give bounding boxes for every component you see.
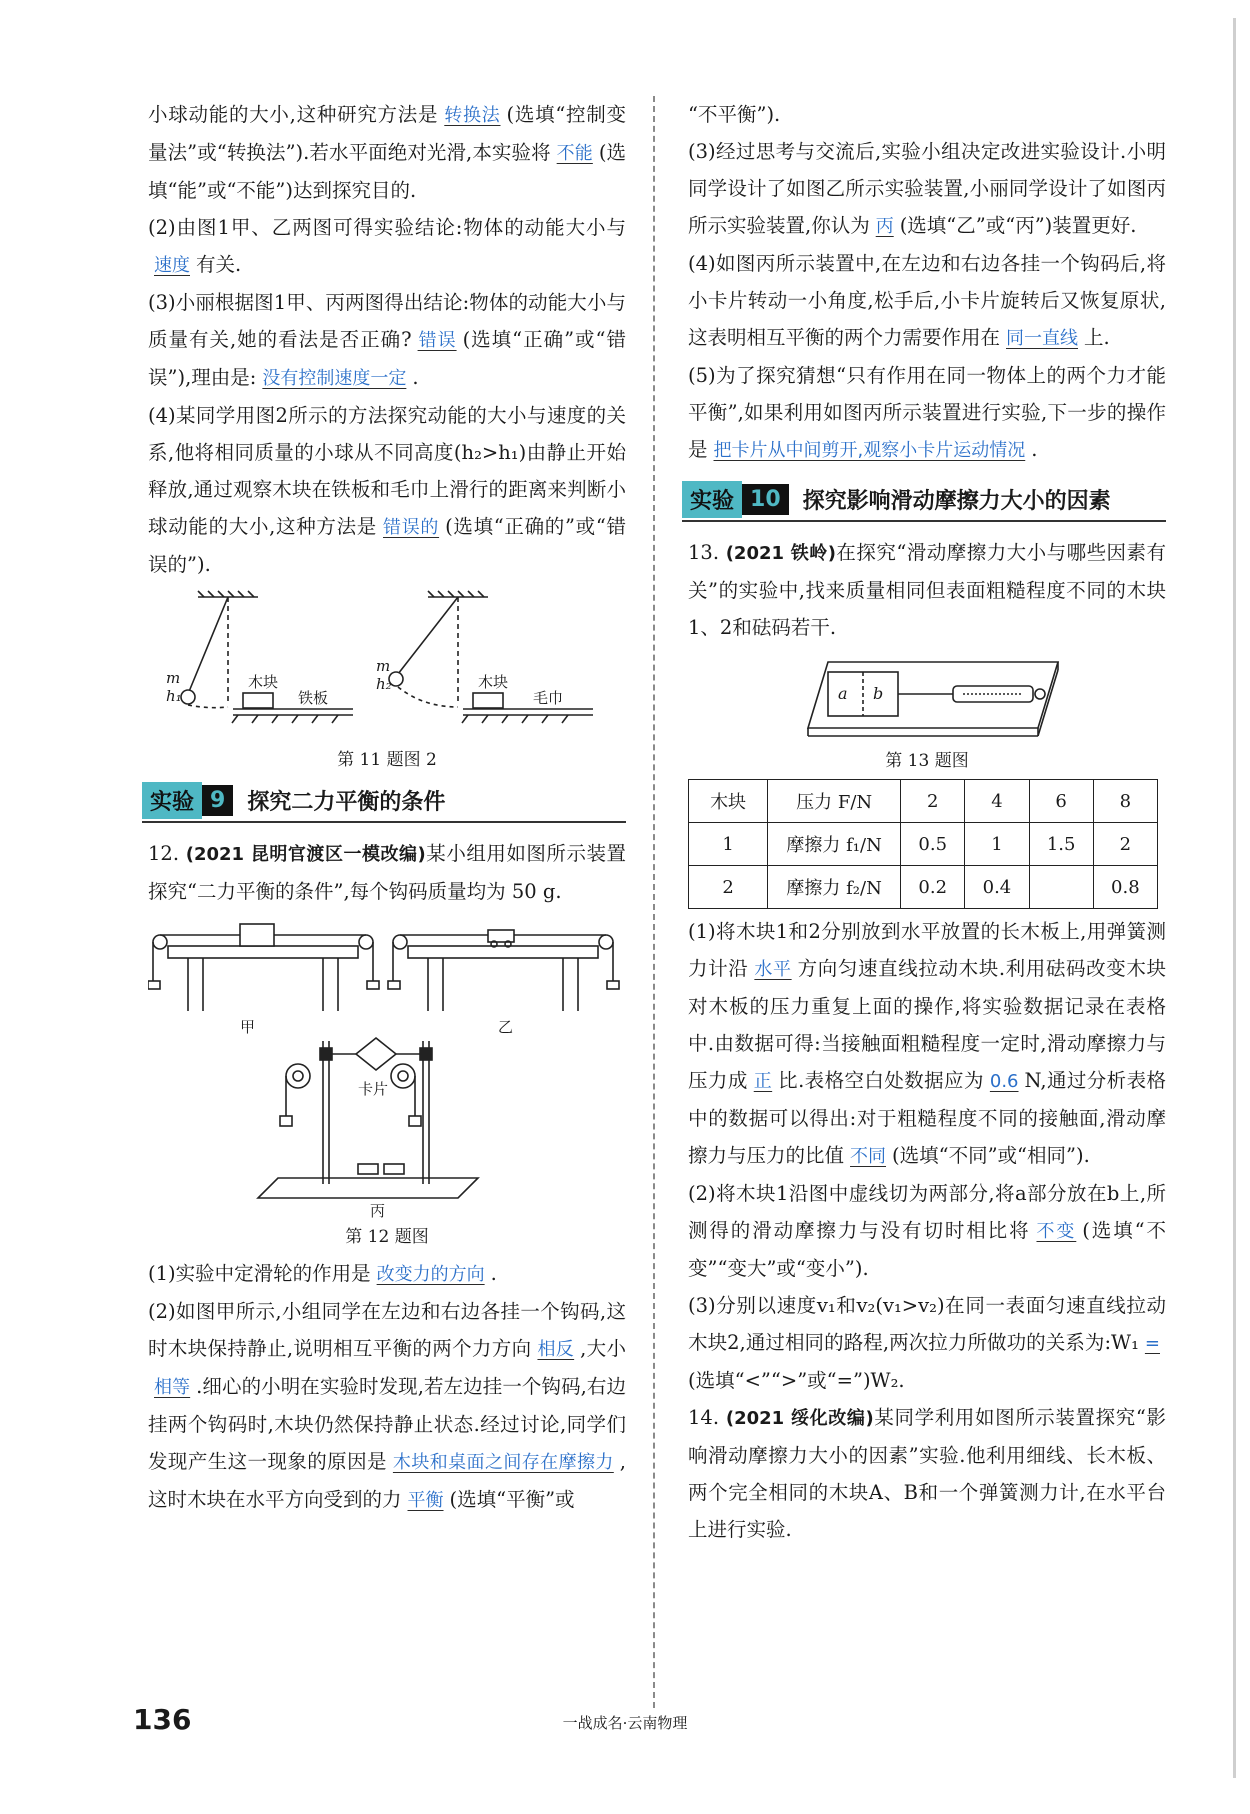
figure-11 — [148, 589, 626, 739]
q12-part2: (2)如图甲所示,小组同学在左边和右边各挂一个钩码,这时木块保持静止,说明相互平衡的两个力方向 相反 ,大小相等 .细心的小明在实验时发现,若左边挂一个钩码,右边挂两个钩码时,木块仍然保持静止状态.经过讨论,同学们发现产生这一现象的原因是 木块和桌面之间存在摩擦力 ,这时木块在水平方向受到的力 平衡 (选填“平衡”或 — [148, 1300, 627, 1511]
answer-blank: 转换法 — [444, 105, 501, 126]
table-row — [689, 823, 1158, 866]
table-cell: 6 — [1029, 780, 1093, 823]
label-m: m — [376, 657, 391, 675]
answer-blank: 错误的 — [383, 517, 440, 538]
label-h1: h₁ — [166, 687, 182, 705]
table-cell — [1029, 866, 1093, 909]
table-header-row — [689, 780, 1158, 823]
section-experiment-9 — [142, 782, 626, 823]
table-cell: 0.8 — [1093, 866, 1157, 909]
answer-blank: 相反 — [537, 1339, 575, 1360]
table-cell: 摩擦力 f₂/N — [768, 866, 901, 909]
label-block: 木块 — [478, 673, 509, 691]
table-cell: 8 — [1093, 780, 1157, 823]
q11-part1: 小球动能的大小,这种研究方法是 转换法 (选填“控制变量法”或“转换法”).若水平面绝对光滑,本实验将 不能 (选填“能”或“不能”)达到探究目的. — [148, 103, 627, 202]
table-cell: 2 — [901, 780, 965, 823]
label-b: b — [873, 684, 884, 703]
q13-part2: (2)将木块1沿图中虚线切为两部分,将a部分放在b上,所测得的滑动摩擦力与没有切时相比将 不变 (选填“不变”“变大”或“变小”). — [688, 1182, 1166, 1280]
friction-setup-diagram — [688, 652, 1166, 740]
answer-blank: 水平 — [754, 959, 792, 980]
balance-apparatus-diagram — [148, 916, 626, 1216]
answer-blank: 平衡 — [407, 1490, 444, 1511]
table-cell: 摩擦力 f₁/N — [768, 823, 901, 866]
answer-blank: 不变 — [1036, 1221, 1077, 1242]
table-cell: 1 — [689, 823, 768, 866]
table-cell: 0.2 — [901, 866, 965, 909]
answer-blank: 把卡片从中间剪开,观察小卡片运动情况 — [713, 440, 1026, 461]
figure-13 — [688, 652, 1166, 740]
answer-blank: 改变力的方向 — [376, 1264, 485, 1285]
table-cell: 木块 — [689, 780, 768, 823]
right-column — [688, 96, 1166, 1548]
q11-part4: (4)某同学用图2所示的方法探究动能的大小与速度的关系,他将相同质量的小球从不同高度(h₂>h₁)由静止开始释放,通过观察木块在铁板和毛巾上滑行的距离来判断小球动能的大小,这种方法是 错误的 (选填“正确的”或“错误的”). — [148, 404, 627, 576]
answer-blank: 木块和桌面之间存在摩擦力 — [392, 1452, 614, 1473]
answer-blank: 速度 — [154, 255, 190, 276]
q13-part1: (1)将木块1和2分别放到水平放置的长木板上,用弹簧测力计沿 水平 方向匀速直线拉动木块.利用砝码改变木块对木板的压力重复上面的操作,将实验数据记录在表格中.由数据可得:当接触面粗糙程度一定时,滑动摩擦力与压力成 正 比.表格空白处数据应为 0.6 N,通过分析表格中的数据可以得出:对于粗糙程度不同的接触面,滑动摩擦力与压力的比值 不同 (选填“不同”或“相同”). — [688, 920, 1167, 1167]
answer-blank: 相等 — [154, 1377, 191, 1398]
section-title: 探究影响滑动摩擦力大小的因素 — [802, 489, 1111, 514]
answer-blank: 丙 — [875, 216, 894, 237]
table-cell: 0.4 — [965, 866, 1029, 909]
label-m: m — [166, 669, 181, 687]
q12-intro: 12. (2021 昆明官渡区一模改编)某小组用如图所示装置探究“二力平衡的条件”,每个钩码质量均为 50 g. — [148, 842, 626, 903]
q11-part2: (2)由图1甲、乙两图可得实验结论:物体的动能大小与速度 有关. — [148, 216, 626, 276]
table-cell: 1.5 — [1029, 823, 1093, 866]
label-a: a — [838, 684, 848, 703]
table-cell: 4 — [965, 780, 1029, 823]
table-row — [689, 866, 1158, 909]
figure-13-caption: 第 13 题图 — [885, 751, 969, 771]
book-title: 一战成名·云南物理 — [562, 1714, 688, 1732]
q12-continued: “不平衡”). — [688, 103, 781, 126]
table-cell: 1 — [965, 823, 1029, 866]
q13-part3: (3)分别以速度v₁和v₂(v₁>v₂)在同一表面匀速直线拉动木块2,通过相同的路程,两次拉力所做功的关系为:W₁ =(选填“<”“>”或“=”)W₂. — [688, 1294, 1166, 1392]
label-h2: h₂ — [376, 675, 392, 693]
figure-12-caption: 第 12 题图 — [345, 1227, 429, 1247]
section-number: 10 — [742, 484, 789, 515]
answer-blank: 不能 — [556, 143, 593, 164]
left-column — [148, 96, 626, 1519]
column-divider — [653, 96, 655, 1708]
page-edge — [1233, 18, 1236, 1778]
answer-blank: 错误 — [417, 330, 457, 351]
label-towel: 毛巾 — [533, 689, 564, 707]
figure-11-caption: 第 11 题图 2 — [337, 750, 437, 770]
section-label: 实验 — [142, 782, 202, 819]
section-label: 实验 — [682, 481, 742, 518]
answer-blank: 正 — [753, 1071, 773, 1092]
q12-part4: (4)如图丙所示装置中,在左边和右边各挂一个钩码后,将小卡片转动一小角度,松手后,小卡片旋转后又恢复原状,这表明相互平衡的两个力需要作用在 同一直线 上. — [688, 252, 1166, 349]
section-experiment-10 — [682, 481, 1166, 522]
q12-part5: (5)为了探究猜想“只有作用在同一物体上的两个力才能平衡”,如果利用如图丙所示装置进行实验,下一步的操作是 把卡片从中间剪开,观察小卡片运动情况 . — [688, 364, 1166, 461]
answer-blank: 不同 — [850, 1146, 887, 1167]
answer-blank: 同一直线 — [1006, 328, 1079, 349]
table-cell: 压力 F/N — [768, 780, 901, 823]
page-number: 136 — [133, 1703, 192, 1736]
figure-12 — [148, 916, 626, 1220]
section-number: 9 — [202, 785, 233, 816]
label-bing: 丙 — [370, 1202, 386, 1220]
friction-data-table — [688, 779, 1158, 909]
table-cell: 2 — [689, 866, 768, 909]
label-card: 卡片 — [358, 1080, 389, 1098]
q13-intro: 13. (2021 铁岭)在探究“滑动摩擦力大小与哪些因素有关”的实验中,找来质量相同但表面粗糙程度不同的木块1、2和砝码若干. — [688, 541, 1166, 639]
section-title: 探究二力平衡的条件 — [247, 790, 446, 815]
answer-blank: = — [1144, 1333, 1160, 1354]
q11-part3: (3)小丽根据图1甲、丙两图得出结论:物体的动能大小与质量有关,她的看法是否正确? 错误 (选填“正确”或“错误”),理由是: 没有控制速度一定 . — [148, 291, 627, 389]
table-cell: 0.5 — [901, 823, 965, 866]
q12-part1: (1)实验中定滑轮的作用是 改变力的方向 . — [148, 1262, 497, 1285]
label-iron: 铁板 — [298, 689, 329, 707]
table-cell: 2 — [1093, 823, 1157, 866]
answer-blank: 0.6 — [989, 1071, 1019, 1092]
q12-part3: (3)经过思考与交流后,实验小组决定改进实验设计.小明同学设计了如图乙所示实验装置,小丽同学设计了如图丙所示实验装置,你认为 丙 (选填“乙”或“丙”)装置更好. — [688, 140, 1166, 237]
label-yi: 乙 — [498, 1018, 514, 1036]
label-block: 木块 — [248, 673, 279, 691]
q14-intro: 14. (2021 绥化改编)某同学利用如图所示装置探究“影响滑动摩擦力大小的因素”实验.他利用细线、长木板、两个完全相同的木块A、B和一个弹簧测力计,在水平台上进行实验. — [688, 1406, 1166, 1541]
label-jia: 甲 — [240, 1018, 256, 1036]
answer-blank: 没有控制速度一定 — [262, 368, 407, 389]
